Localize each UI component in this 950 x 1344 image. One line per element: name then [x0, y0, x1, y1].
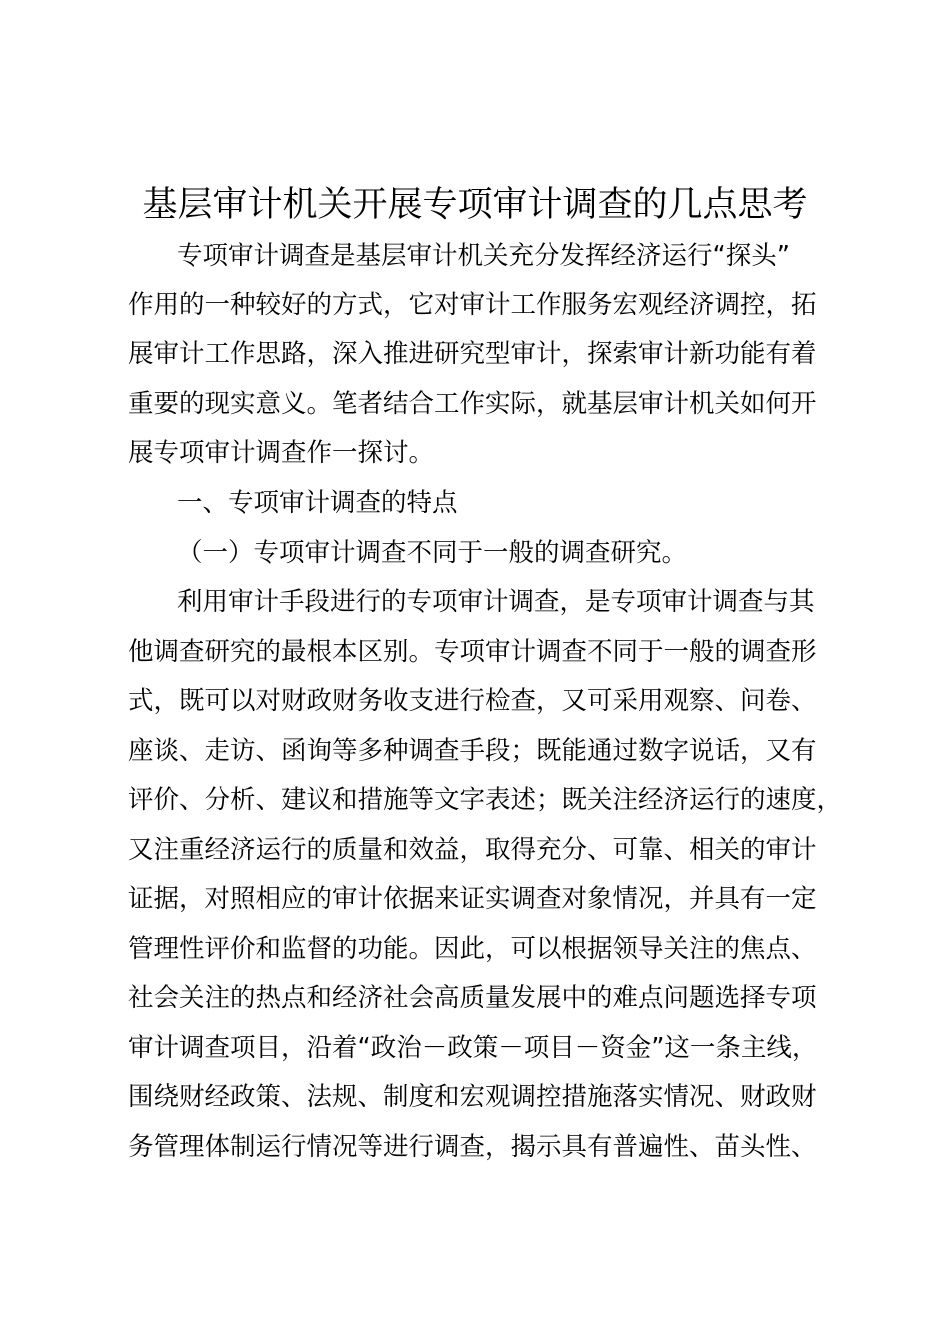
body-line-9: 社会关注的热点和经济社会高质量发展中的难点问题选择专项 [128, 983, 817, 1013]
body-line-8: 管理性评价和监督的功能。因此，可以根据领导关注的焦点、 [128, 934, 817, 964]
body-line-11: 围绕财经政策、法规、制度和宏观调控措施落实情况、财政财 [128, 1082, 817, 1112]
intro-line-1: 专项审计调查是基层审计机关充分发挥经济运行“探头” [177, 241, 790, 271]
subsection-heading: （一）专项审计调查不同于一般的调查研究。 [177, 538, 688, 568]
body-line-7: 证据，对照相应的审计依据来证实调查对象情况，并具有一定 [128, 884, 817, 914]
body-line-5: 评价、分析、建议和措施等文字表述；既关注经济运行的速度， [128, 785, 843, 815]
intro-line-2: 作用的一种较好的方式，它对审计工作服务宏观经济调控，拓 [128, 290, 817, 320]
body-line-3: 式，既可以对财政财务收支进行检查，又可采用观察、问卷、 [128, 686, 817, 716]
body-line-6: 又注重经济运行的质量和效益，取得充分、可靠、相关的审计 [128, 835, 817, 865]
body-line-12: 务管理体制运行情况等进行调查，揭示具有普遍性、苗头性、 [128, 1132, 817, 1162]
intro-line-3: 展审计工作思路，深入推进研究型审计，探索审计新功能有着 [128, 339, 817, 369]
body-line-4: 座谈、走访、函询等多种调查手段；既能通过数字说话，又有 [128, 736, 817, 766]
body-line-10: 审计调查项目，沿着“政治－政策－项目－资金”这一条主线， [128, 1033, 818, 1063]
intro-line-5: 展专项审计调查作一探讨。 [128, 438, 435, 468]
section-heading: 一、专项审计调查的特点 [177, 488, 458, 518]
document-title: 基层审计机关开展专项审计调查的几点思考 [142, 185, 808, 225]
intro-line-4: 重要的现实意义。笔者结合工作实际，就基层审计机关如何开 [128, 389, 817, 419]
body-line-2: 他调查研究的最根本区别。专项审计调查不同于一般的调查形 [128, 637, 817, 667]
body-line-1: 利用审计手段进行的专项审计调查，是专项审计调查与其 [177, 587, 815, 617]
